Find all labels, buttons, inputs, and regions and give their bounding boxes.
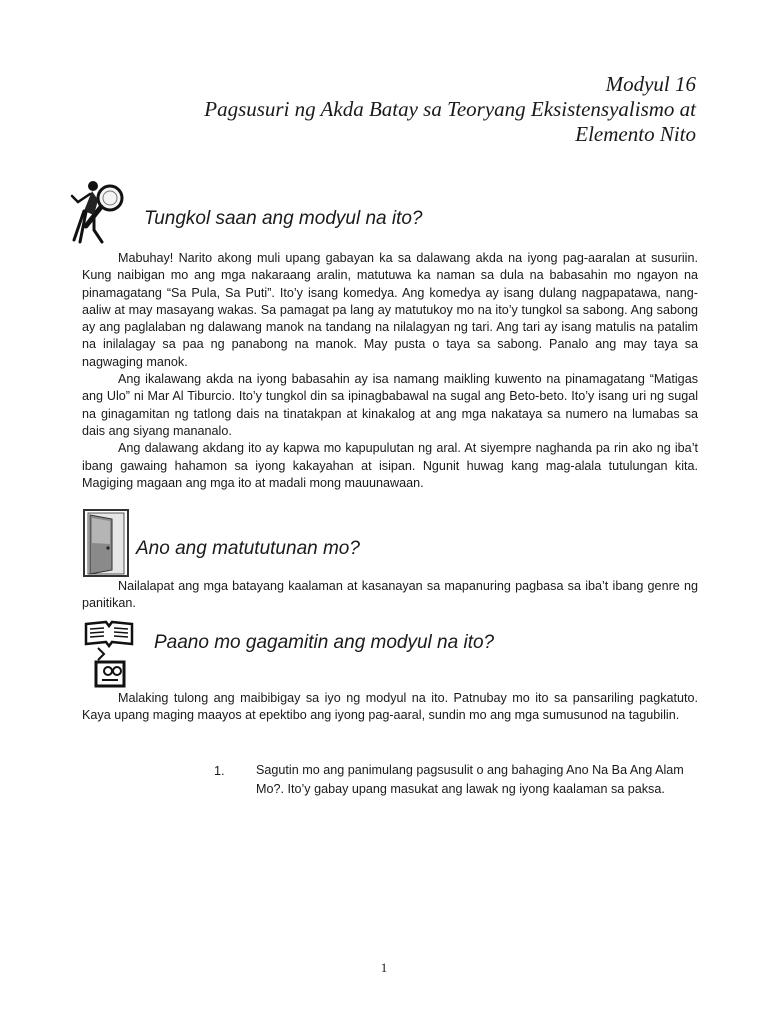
list-item-text: Sagutin mo ang panimulang pagsusulit o ang bahaging Ano Na Ba Ang Alam Mo?. Ito’y gabay upang masukat ang lawak ng iyong kaalaman sa paksa. — [256, 763, 684, 796]
page-number: 1 — [380, 960, 388, 975]
book-reader-icon — [84, 618, 134, 690]
learn-text — [82, 578, 698, 613]
list-item-number: 1. — [214, 764, 225, 778]
about-text — [82, 250, 698, 492]
door-icon — [82, 508, 130, 578]
howto-paragraph: Malaking tulong ang maibibigay sa iyo ng modyul na ito. Patnubay mo ito sa pansariling pagkatuto. Kaya upang maging maayos at epektibo ang iyong pag-aaral, sundin mo ang mga sumusunod na tagubilin. — [82, 691, 698, 723]
about-paragraph-1: Mabuhay! Narito akong muli upang gabayan ka sa dalawang akda na iyong pag-aaralan at susuriin. Kung naibigan mo ang mga nakaraang aralin, matutuwa ka naman sa dula na babasahin mo ngayon na pinamagatang “Sa Pula, Sa Puti”. Ito’y isang komedya. Ang komedya ay isang dulang nagpapatawa, nang-aaliw at may masayang wakas. Sa pamagat pa lang ay matutukoy mo na ito’y tungkol sa sabong. Ang sabong ay ang paglalaban ng dalawang manok na tandang na nilalagyan ng tari. Ang tari ay isang matulis na patalim na inilalagay sa paa ng panabong na manok. May pusta o taya sa sabong. Panalo ang may taya sa nagwaging manok. — [82, 251, 698, 369]
module-number: Modyul 16 — [605, 72, 696, 96]
section-heading-howto: Paano mo gagamitin ang modyul na ito? — [154, 632, 495, 653]
module-title-line-1: Pagsusuri ng Akda Batay sa Teoryang Eksistensyalismo at — [204, 97, 696, 121]
module-title-block — [96, 72, 696, 147]
magnifier-person-icon — [66, 178, 132, 246]
section-heading-about: Tungkol saan ang modyul na ito? — [144, 208, 423, 229]
howto-text — [82, 690, 698, 725]
about-paragraph-2: Ang ikalawang akda na iyong babasahin ay isa namang maikling kuwento na pinamagatang “Matigas ang Ulo” ni Mar Al Tiburcio. Ito’y tungkol din sa ipinagbabawal na sugal ang Beto-beto. Ito’y isang uri ng sugal na ginagamitan ng tatlong dais na tinatakpan at kinakalog at ang mga nakataya sa numero na lumabas sa dais ang siyang mananalo. — [82, 372, 698, 438]
module-title-line-2: Elemento Nito — [575, 122, 696, 146]
about-paragraph-3: Ang dalawang akdang ito ay kapwa mo kapupulutan ng aral. At siyempre naghanda pa rin ako ng iba’t ibang gawaing hahamon sa iyong kakayahan at isipan. Ngunit huwag kang mag-alala tutulungan kita. Magiging magaan ang mga ito at madali mong mauunawaan. — [82, 441, 698, 490]
learn-paragraph: Nailalapat ang mga batayang kaalaman at kasanayan sa mapanuring pagbasa sa iba’t ibang genre ng panitikan. — [82, 579, 698, 611]
section-heading-learn: Ano ang matututunan mo? — [136, 538, 360, 559]
